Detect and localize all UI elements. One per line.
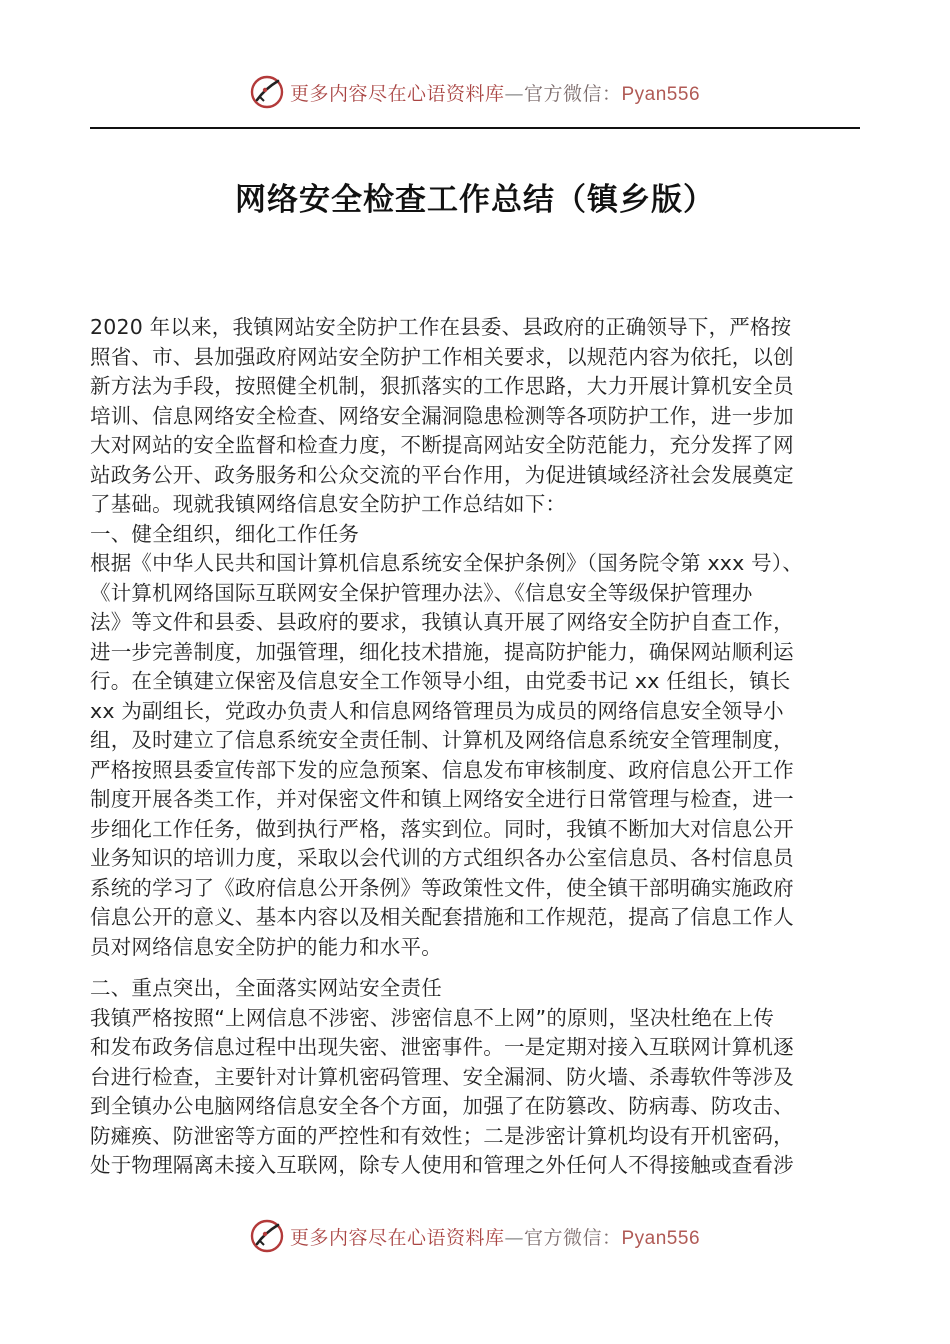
paragraph-line: 法》等文件和县委、县政府的要求，我镇认真开展了网络安全防护自查工作， [90,610,794,634]
footer-banner [0,1216,950,1256]
paragraph-line: 新方法为手段，按照健全机制，狠抓落实的工作思路，大力开展计算机安全员 [90,374,794,398]
paragraph-line: 严格按照县委宣传部下发的应急预案、信息发布审核制度、政府信息公开工作 [90,757,794,782]
paragraph-line: xx 为副组长，党政办负责人和信息网络管理员为成员的网络信息安全领导小 [90,698,784,723]
document-body [90,313,862,1181]
section-heading-2: 二、重点突出，全面落实网站安全责任 [90,976,442,1000]
paragraph-line: 培训、信息网络安全检查、网络安全漏洞隐患检测等各项防护工作，进一步加 [90,403,794,428]
banner-wechat-label: 官方微信： [523,1226,622,1249]
paragraph-line: 制度开展各类工作，并对保密文件和镇上网络安全进行日常管理与检查，进一 [90,787,794,811]
paragraph-line: 信息公开的意义、基本内容以及相关配套措施和工作规范，提高了信息工作人 [90,905,794,929]
paragraph-line: 业务知识的培训力度，采取以会代训的方式组织各办公室信息员、各村信息员 [90,846,794,870]
paragraph-line: 组，及时建立了信息系统安全责任制、计算机及网络信息系统安全管理制度， [90,728,794,752]
section-heading-1: 一、健全组织，细化工作任务 [90,521,360,546]
paragraph-line: 台进行检查，主要针对计算机密码管理、安全漏洞、防火墙、杀毒软件等涉及 [90,1064,794,1089]
banner-wechat-id: Pyan556 [621,83,701,105]
page-title: 网络安全检查工作总结（镇乡版） [235,182,715,218]
paragraph-line: 员对网络信息安全防护的能力和水平。 [90,934,442,959]
paragraph-line: 到全镇办公电脑网络信息安全各个方面，加强了在防篡改、防病毒、防攻击、 [90,1094,794,1118]
banner-wechat-id: Pyan556 [621,1227,701,1249]
paragraph-line: 大对网站的安全监督和检查力度，不断提高网站安全防范能力，充分发挥了网 [90,433,794,457]
paragraph-line: 站政务公开、政务服务和公众交流的平台作用，为促进镇域经济社会发展奠定 [90,462,794,487]
paragraph-line: 系统的学习了《政府信息公开条例》等政策性文件，使全镇干部明确实施政府 [90,875,794,900]
banner-separator: — [504,1226,524,1249]
banner-wechat-label: 官方微信： [523,82,622,105]
paragraph-line: 行。在全镇建立保密及信息安全工作领导小组，由党委书记 xx 任组长，镇长 [90,669,791,693]
paragraph-line: 2020 年以来，我镇网站安全防护工作在县委、县政府的正确领导下，严格按 [90,315,792,339]
paragraph-line: 步细化工作任务，做到执行严格，落实到位。同时，我镇不断加大对信息公开 [90,816,794,841]
banner-brand: 更多内容尽在心语资料库 [289,82,505,105]
paragraph-line: 照省、市、县加强政府网站安全防护工作相关要求，以规范内容为依托，以创 [90,344,794,369]
pen-logo-icon [250,75,284,109]
banner-separator: — [504,82,524,105]
paragraph-line: 根据《中华人民共和国计算机信息系统安全保护条例》（国务院令第 xxx 号）、 [90,551,804,575]
paragraph-line: 《计算机网络国际互联网安全保护管理办法》、《信息安全等级保护管理办 [90,580,753,605]
paragraph-line: 进一步完善制度，加强管理，细化技术措施，提高防护能力，确保网站顺利运 [90,639,794,664]
header-divider [90,127,860,129]
paragraph-line: 处于物理隔离未接入互联网，除专人使用和管理之外任何人不得接触或查看涉 [90,1153,794,1177]
paragraph-gap [90,962,862,974]
paragraph-line: 了基础。现就我镇网络信息安全防护工作总结如下： [90,492,567,516]
banner-brand: 更多内容尽在心语资料库 [289,1226,505,1249]
banner-text [290,79,700,106]
banner-text [290,1223,700,1250]
paragraph-line: 我镇严格按照“上网信息不涉密、涉密信息不上网”的原则，坚决杜绝在上传 [90,1005,775,1030]
pen-logo-icon [250,1219,284,1253]
paragraph-line: 防瘫痪、防泄密等方面的严控性和有效性；二是涉密计算机均设有开机密码， [90,1123,794,1148]
paragraph-line: 和发布政务信息过程中出现失密、泄密事件。一是定期对接入互联网计算机逐 [90,1035,794,1059]
header-banner [0,72,950,112]
